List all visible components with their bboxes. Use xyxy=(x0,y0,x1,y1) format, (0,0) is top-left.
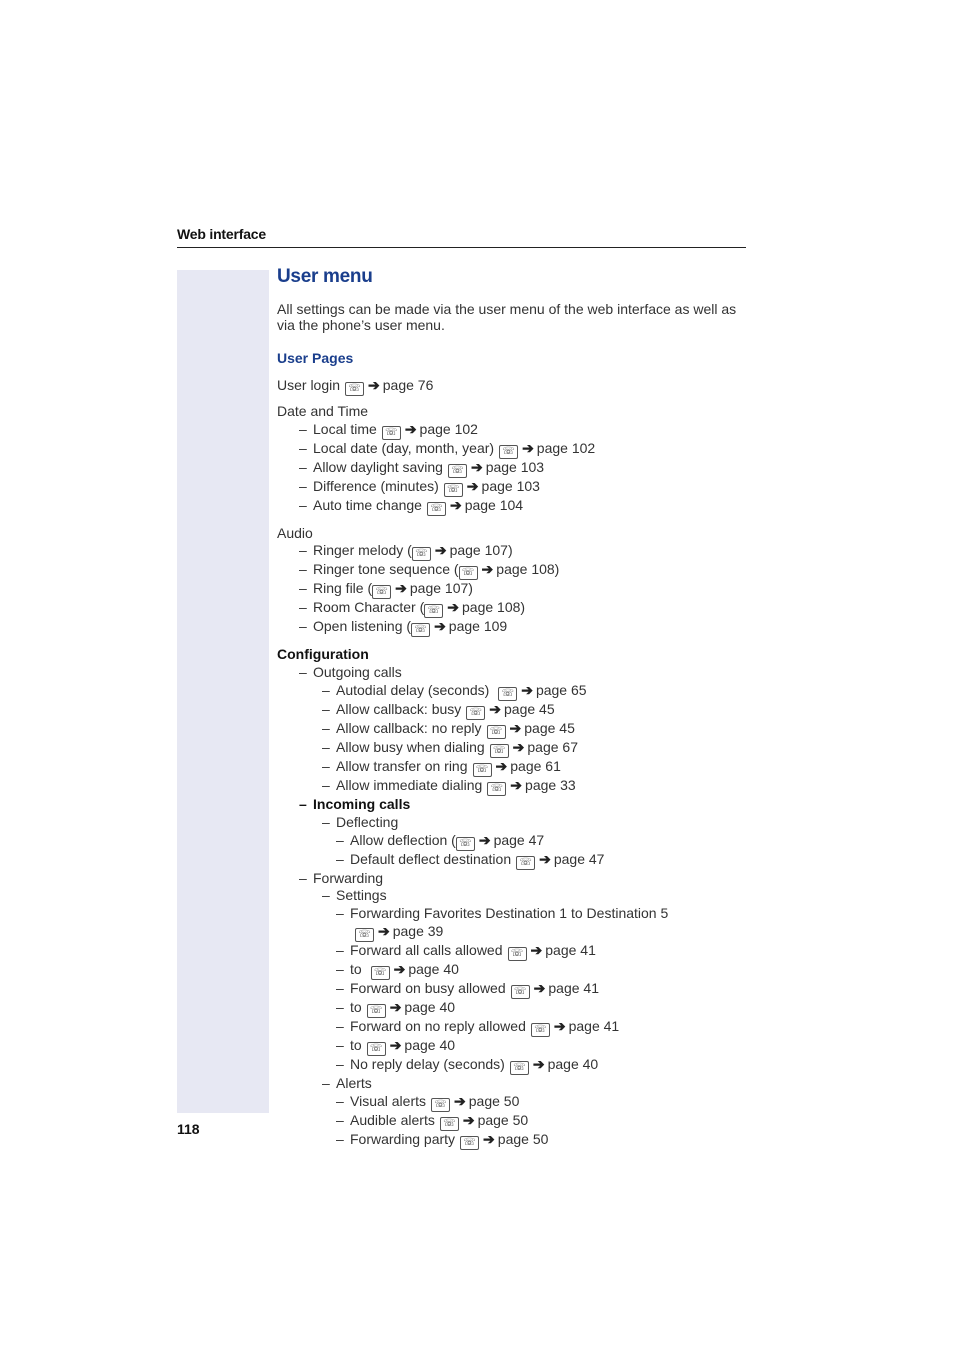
menu-item-local-date: – Local date (day, month, year) ☏ ➔ page 102 xyxy=(299,439,596,457)
phone-icon: ☏ xyxy=(412,547,431,561)
group-date-time: Date and Time xyxy=(277,402,369,419)
group-outgoing-calls: – Outgoing calls xyxy=(299,664,402,681)
intro-paragraph: All settings can be made via the user menu of the web interface as well as via the phone’s user menu. xyxy=(277,301,737,333)
phone-icon: ☏ xyxy=(448,464,467,478)
menu-item-forward-no-reply-to: – to ☏ ➔ page 40 xyxy=(336,1036,456,1054)
arrow-icon: ➔ xyxy=(478,831,491,848)
arrow-icon: ➔ xyxy=(434,542,447,559)
menu-item-local-time: – Local time ☏ ➔ page 102 xyxy=(299,420,478,438)
menu-item-forward-busy: – Forward on busy allowed ☏ ➔ page 41 xyxy=(336,979,599,997)
group-audio: Audio xyxy=(277,524,313,541)
arrow-icon: ➔ xyxy=(449,496,462,513)
menu-item-user-login: User login ☏ ➔ page 76 xyxy=(277,376,434,394)
arrow-icon: ➔ xyxy=(462,1111,475,1128)
phone-icon: ☏ xyxy=(456,837,475,851)
phone-icon: ☏ xyxy=(516,856,535,870)
menu-item-no-reply-delay: – No reply delay (seconds) ☏ ➔ page 40 xyxy=(336,1055,599,1073)
phone-icon: ☏ xyxy=(427,502,446,516)
phone-icon: ☏ xyxy=(431,1098,450,1112)
arrow-icon: ➔ xyxy=(539,850,551,867)
phone-icon: ☏ xyxy=(424,604,443,618)
phone-icon: ☏ xyxy=(382,426,401,440)
section-title: User menu xyxy=(277,266,373,287)
menu-item-forward-all-to: – to ☏ ➔ page 40 xyxy=(336,960,459,978)
header-divider xyxy=(177,247,746,248)
arrow-icon: ➔ xyxy=(533,979,546,996)
arrow-icon: ➔ xyxy=(483,1130,495,1147)
arrow-icon: ➔ xyxy=(378,922,390,939)
group-alerts: – Alerts xyxy=(322,1074,372,1091)
menu-item-forwarding-party: – Forwarding party ☏ ➔ page 50 xyxy=(336,1130,549,1148)
menu-item-room-character: – Room Character ( ☏ ➔ page 108) xyxy=(299,599,526,617)
margin-column xyxy=(177,270,269,1113)
arrow-icon: ➔ xyxy=(509,719,522,736)
menu-item-forward-all: – Forward all calls allowed ☏ ➔ page 41 xyxy=(336,941,596,959)
group-deflecting: – Deflecting xyxy=(322,813,399,830)
menu-item-transfer-on-ring: – Allow transfer on ring ☏ ➔ page 61 xyxy=(322,757,561,775)
menu-item-forward-busy-to: – to ☏ ➔ page 40 xyxy=(336,998,456,1016)
menu-item-auto-time-change: – Auto time change ☏ ➔ page 104 xyxy=(299,496,524,514)
running-header: Web interface xyxy=(177,226,266,242)
group-configuration: Configuration xyxy=(277,646,369,663)
phone-icon: ☏ xyxy=(531,1023,550,1037)
phone-icon: ☏ xyxy=(508,947,527,961)
phone-icon: ☏ xyxy=(487,725,506,739)
phone-icon: ☏ xyxy=(345,382,364,396)
phone-icon: ☏ xyxy=(367,1042,386,1056)
menu-item-autodial-delay: – Autodial delay (seconds) ☏ ➔ page 65 xyxy=(322,681,587,699)
arrow-icon: ➔ xyxy=(393,960,406,977)
phone-icon: ☏ xyxy=(444,483,463,497)
phone-icon: ☏ xyxy=(490,744,509,758)
arrow-icon: ➔ xyxy=(553,1017,566,1034)
phone-icon: ☏ xyxy=(460,1136,479,1150)
main-content xyxy=(277,266,747,1150)
menu-item-default-deflect: – Default deflect destination ☏ ➔ page 47 xyxy=(336,850,605,868)
menu-item-audible-alerts: – Audible alerts ☏ ➔ page 50 xyxy=(336,1111,529,1129)
phone-icon: ☏ xyxy=(466,706,485,720)
menu-item-forwarding-favorites: – Forwarding Favorites Destination 1 to Destination 5 xyxy=(336,905,669,922)
menu-item-ringer-tone: – Ringer tone sequence ( ☏ ➔ page 108) xyxy=(299,561,560,579)
arrow-icon: ➔ xyxy=(495,757,508,774)
phone-icon: ☏ xyxy=(355,928,374,942)
phone-icon: ☏ xyxy=(511,985,530,999)
menu-item-ring-file: – Ring file ( ☏ ➔ page 107) xyxy=(299,580,473,598)
phone-icon: ☏ xyxy=(510,1061,529,1075)
arrow-icon: ➔ xyxy=(489,700,502,717)
group-settings: – Settings xyxy=(322,887,387,904)
phone-icon: ☏ xyxy=(473,763,492,777)
arrow-icon: ➔ xyxy=(532,1055,545,1072)
arrow-icon: ➔ xyxy=(522,439,534,456)
phone-icon: ☏ xyxy=(367,1004,386,1018)
arrow-icon: ➔ xyxy=(454,1092,466,1109)
menu-item-immediate-dialing: – Allow immediate dialing ☏ ➔ page 33 xyxy=(322,776,576,794)
arrow-icon: ➔ xyxy=(521,681,533,698)
arrow-icon: ➔ xyxy=(389,998,402,1015)
arrow-icon: ➔ xyxy=(530,941,543,958)
arrow-icon: ➔ xyxy=(466,477,479,494)
phone-icon: ☏ xyxy=(372,585,391,599)
arrow-icon: ➔ xyxy=(510,776,523,793)
phone-icon: ☏ xyxy=(499,445,518,459)
phone-icon: ☏ xyxy=(440,1117,459,1131)
group-incoming-calls: – Incoming calls xyxy=(299,795,411,812)
arrow-icon: ➔ xyxy=(512,738,525,755)
phone-icon: ☏ xyxy=(487,782,506,796)
group-forwarding: – Forwarding xyxy=(299,869,384,886)
phone-icon: ☏ xyxy=(459,566,478,580)
menu-item-ringer-melody: – Ringer melody ( ☏ ➔ page 107) xyxy=(299,542,513,560)
arrow-icon: ➔ xyxy=(368,376,380,393)
menu-item-difference: – Difference (minutes) ☏ ➔ page 103 xyxy=(299,477,540,495)
arrow-icon: ➔ xyxy=(434,618,446,635)
menu-item-open-listening: – Open listening ( ☏ ➔ page 109 xyxy=(299,618,508,636)
subsection-title: User Pages xyxy=(277,350,354,366)
arrow-icon: ➔ xyxy=(470,458,483,475)
arrow-icon: ➔ xyxy=(389,1036,402,1053)
menu-item-visual-alerts: – Visual alerts ☏ ➔ page 50 xyxy=(336,1092,520,1110)
menu-item-allow-deflection: – Allow deflection ( ☏ ➔ page 47 xyxy=(336,831,545,849)
arrow-icon: ➔ xyxy=(447,599,459,616)
phone-icon: ☏ xyxy=(498,687,517,701)
page-number: 118 xyxy=(177,1121,200,1137)
menu-item-busy-when-dialing: – Allow busy when dialing ☏ ➔ page 67 xyxy=(322,738,578,756)
menu-item-daylight-saving: – Allow daylight saving ☏ ➔ page 103 xyxy=(299,458,545,476)
menu-item-forwarding-favorites-ref: ☏ ➔ page 39 xyxy=(277,923,747,942)
menu-item-callback-busy: – Allow callback: busy ☏ ➔ page 45 xyxy=(322,700,555,718)
phone-icon: ☏ xyxy=(371,966,390,980)
arrow-icon: ➔ xyxy=(481,561,494,578)
menu-item-callback-no-reply: – Allow callback: no reply ☏ ➔ page 45 xyxy=(322,719,575,737)
arrow-icon: ➔ xyxy=(404,420,417,437)
arrow-icon: ➔ xyxy=(395,580,407,597)
phone-icon: ☏ xyxy=(411,623,430,637)
menu-item-forward-no-reply: – Forward on no reply allowed ☏ ➔ page 41 xyxy=(336,1017,620,1035)
